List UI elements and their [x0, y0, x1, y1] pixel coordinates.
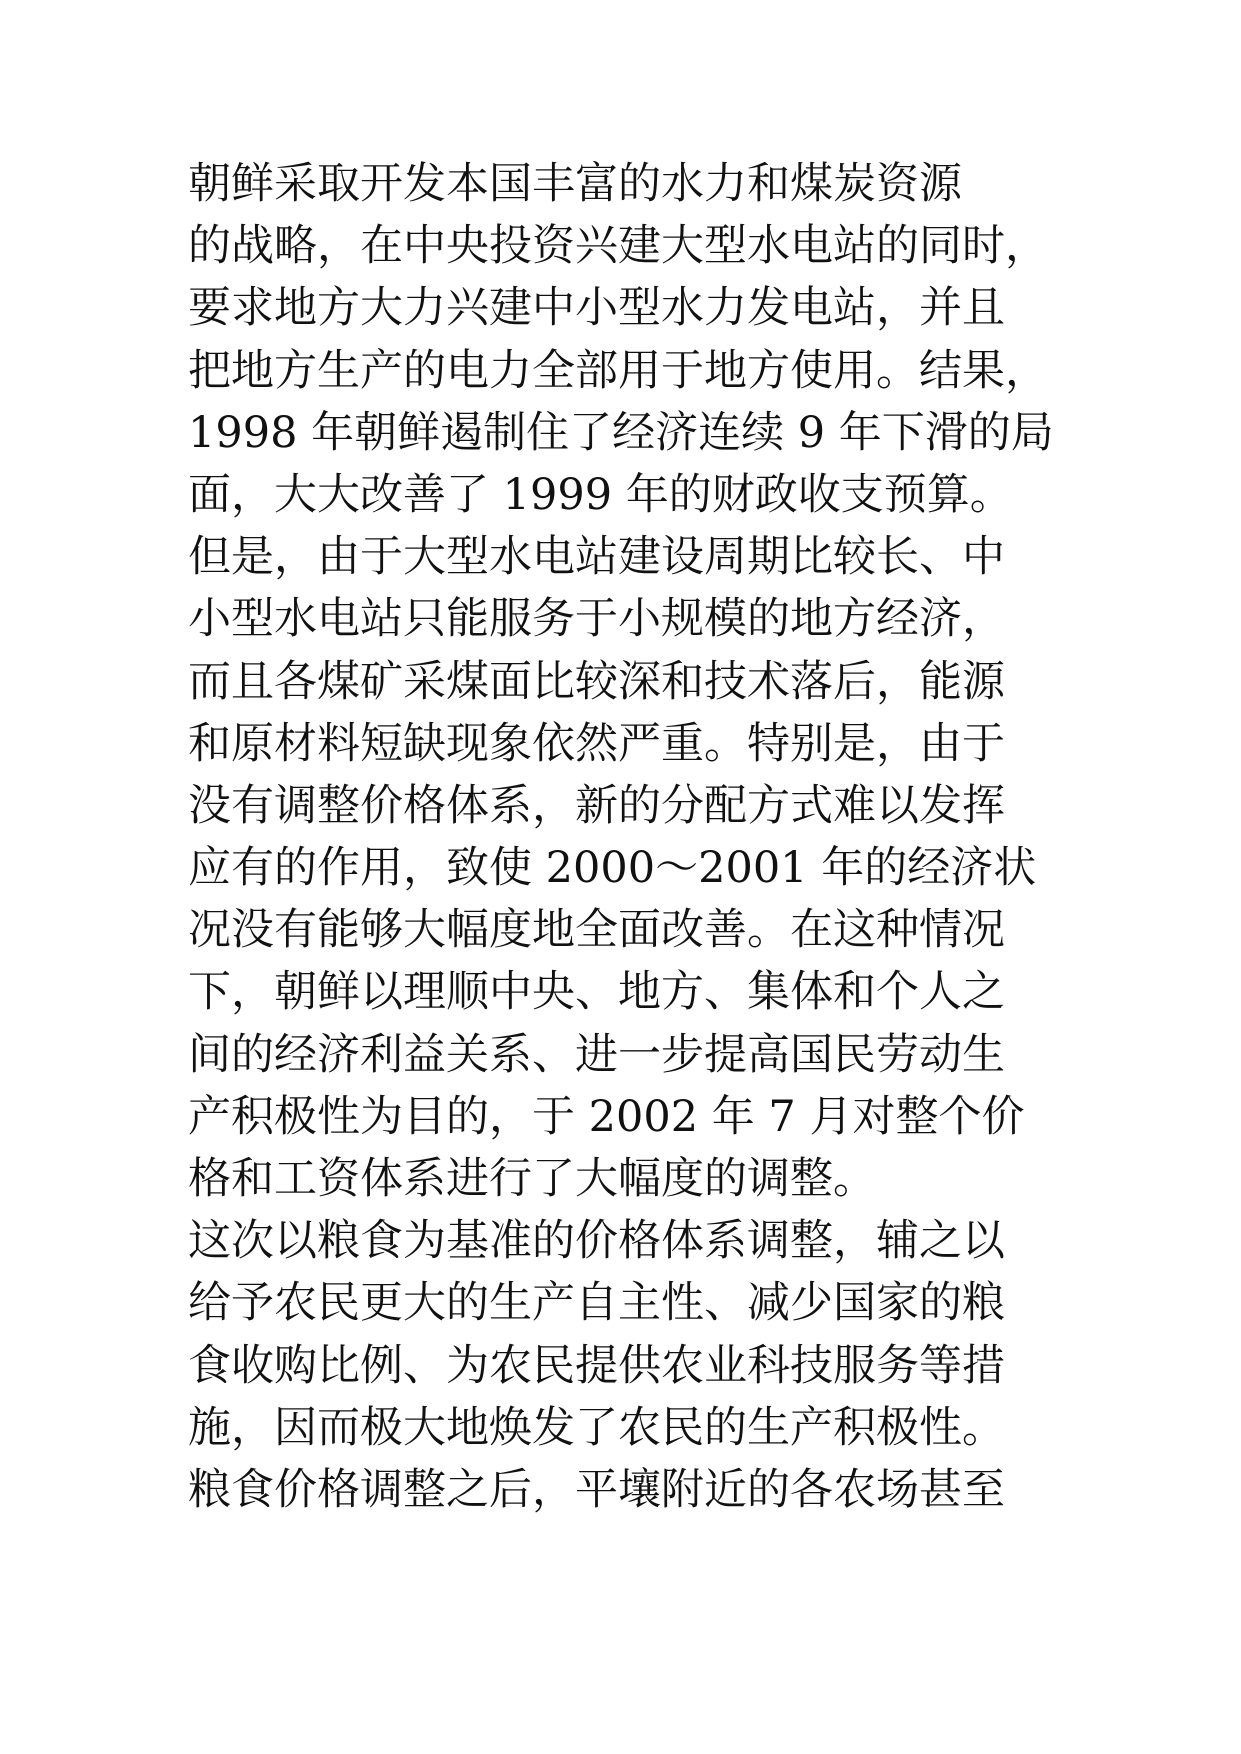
- text-line: 1998 年朝鲜遏制住了经济连续 9 年下滑的局: [188, 407, 1054, 458]
- text-line: 况没有能够大幅度地全面改善。在这种情况: [188, 905, 1005, 956]
- text-line: 但是，由于大型水电站建设周期比较长、中: [188, 532, 1005, 583]
- text-line: 面，大大改善了 1999 年的财政收支预算。: [188, 469, 1013, 520]
- text-line: 的战略，在中央投资兴建大型水电站的同时，: [188, 221, 1048, 272]
- text-line: 和原材料短缺现象依然严重。特别是，由于: [188, 718, 1005, 769]
- body-text: [188, 153, 1188, 1521]
- text-line: 没有调整价格体系，新的分配方式难以发挥: [188, 780, 1005, 831]
- text-line: 而且各煤矿采煤面比较深和技术落后，能源: [188, 656, 1005, 707]
- text-line: 把地方生产的电力全部用于地方使用。结果，: [188, 345, 1048, 396]
- text-line: 给予农民更大的生产自主性、减少国家的粮: [188, 1278, 1005, 1329]
- text-line: 这次以粮食为基准的价格体系调整，辅之以: [188, 1216, 1005, 1267]
- text-line: 要求地方大力兴建中小型水力发电站，并且: [188, 283, 1005, 334]
- text-line: 格和工资体系进行了大幅度的调整。: [188, 1154, 876, 1204]
- text-line: 粮食价格调整之后，平壤附近的各农场甚至: [188, 1464, 1005, 1515]
- text-line: 下，朝鲜以理顺中央、地方、集体和个人之: [188, 967, 1005, 1018]
- text-line: 间的经济利益关系、进一步提高国民劳动生: [188, 1029, 1005, 1080]
- text-line: 朝鲜采取开发本国丰富的水力和煤炭资源: [188, 159, 962, 209]
- text-line: 应有的作用，致使 2000～2001 年的经济状: [188, 843, 1037, 894]
- text-line: 小型水电站只能服务于小规模的地方经济，: [188, 594, 1005, 645]
- text-line: 施，因而极大地焕发了农民的生产积极性。: [188, 1402, 1005, 1453]
- text-line: 食收购比例、为农民提供农业科技服务等措: [188, 1340, 1005, 1391]
- text-line: 产积极性为目的，于 2002 年 7 月对整个价: [188, 1091, 1025, 1142]
